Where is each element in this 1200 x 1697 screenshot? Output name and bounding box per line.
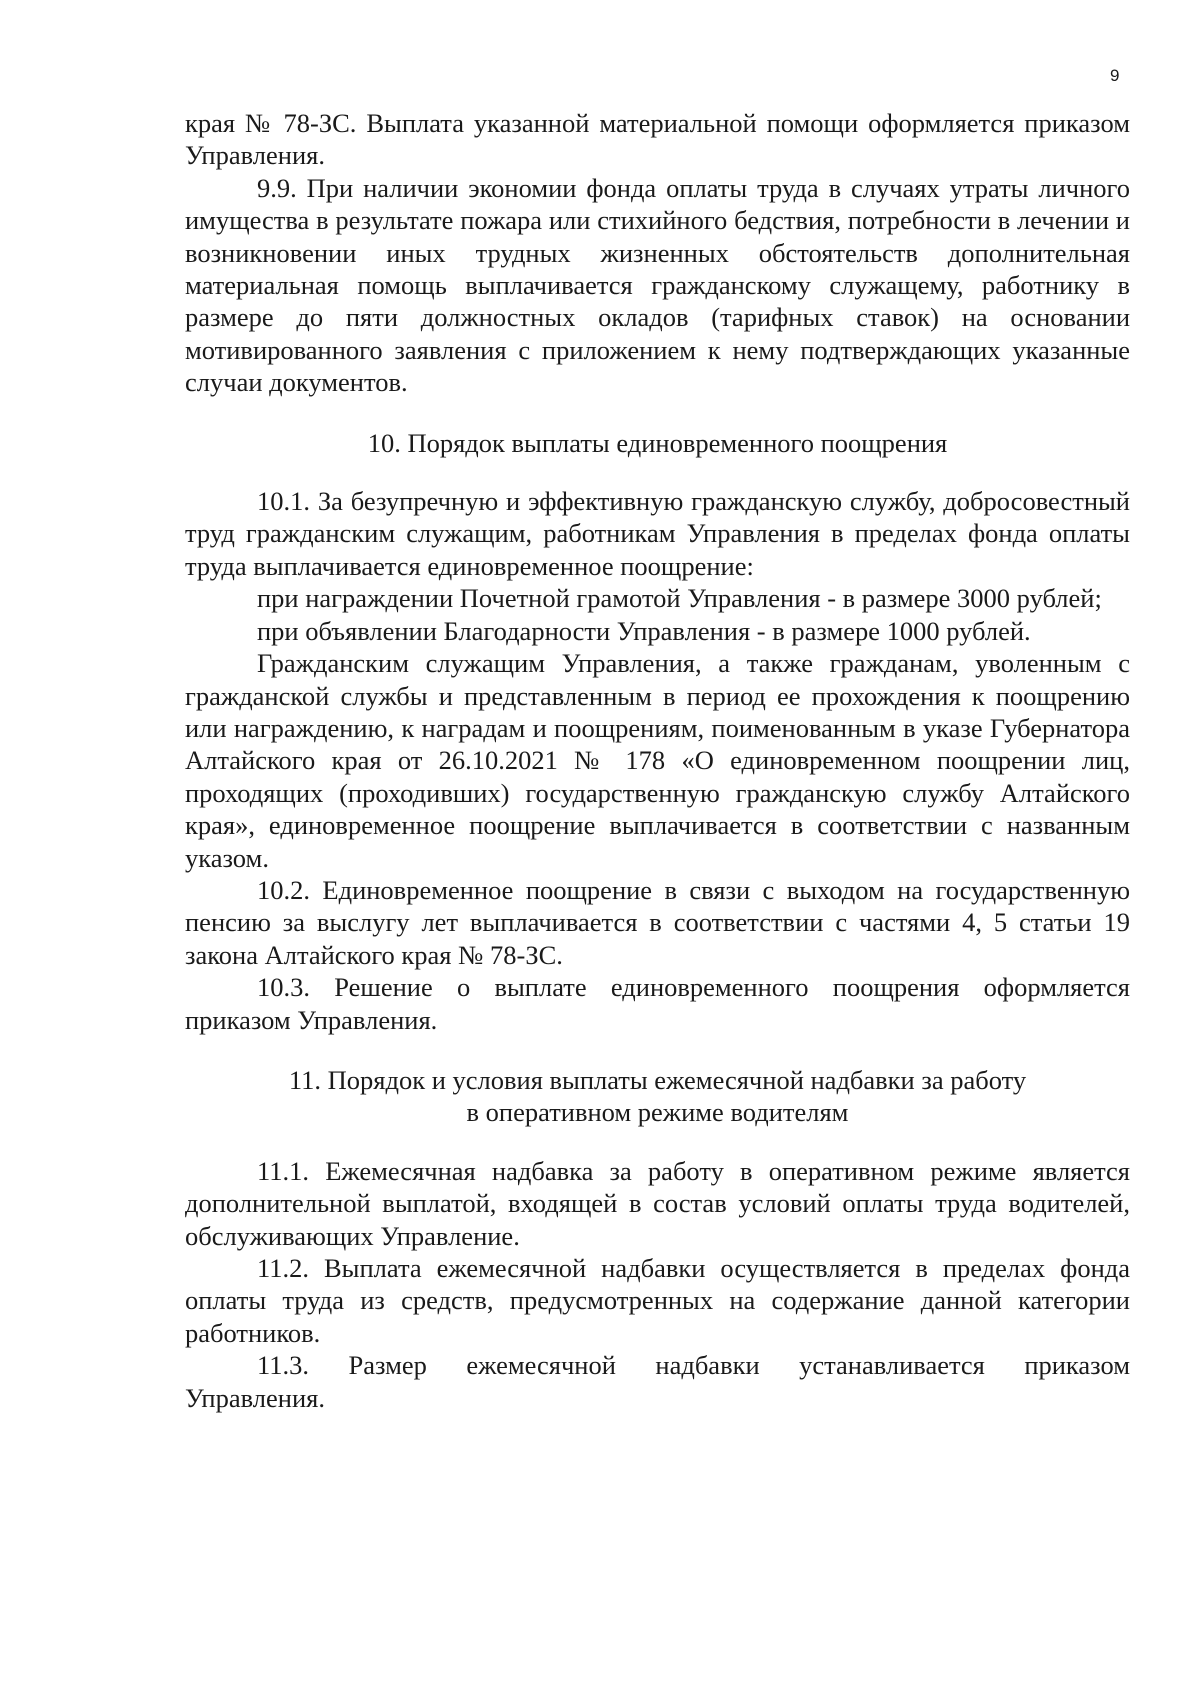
spacer bbox=[185, 459, 1130, 485]
section-heading-10: 10. Порядок выплаты единовременного поощрения bbox=[367, 427, 948, 458]
paragraph-10-3: 10.3. Решение о выплате единовременного поощрения оформляется приказом Управления. bbox=[185, 972, 1130, 1035]
paragraph-10-1-governor-decree: Гражданским служащим Управления, а также гражданам, уволенным с гражданской службы и представленным в период ее прохождения к поощрению или награждению, к наградам и поощрениям, поименованным в указе Губернатора Алтайского края от 26.10.2021 № 178 «О единовременном поощрении лиц, проходящих (проходивших) государственную гражданскую службу Алтайского края», единовременное поощрение выплачивается в соответствии с названным указом. bbox=[185, 648, 1130, 873]
paragraph-10-1: 10.1. За безупречную и эффективную гражданскую службу, добросовестный труд гражданским служащим, работникам Управления в пределах фонда оплаты труда выплачивается единовременное поощрение: bbox=[185, 486, 1130, 581]
spacer bbox=[185, 399, 1130, 427]
spacer bbox=[185, 1036, 1130, 1064]
paragraph-11-3-line-1: 11.3. Размер ежемесячной надбавки устанавливается приказом bbox=[257, 1350, 1130, 1381]
paragraph-11-1: 11.1. Ежемесячная надбавка за работу в оперативном режиме является дополнительной выплатой, входящей в состав условий оплаты труда водителей, обслуживающих Управление. bbox=[185, 1155, 1130, 1251]
paragraph-10-2: 10.2. Единовременное поощрение в связи с выходом на государственную пенсию за выслугу лет выплачивается в соответствии с частями 4, 5 статьи 19 закона Алтайского края № 78-ЗС. bbox=[185, 874, 1130, 970]
paragraph-11-3-line-2: Управления. bbox=[185, 1382, 325, 1413]
document-body bbox=[185, 107, 1130, 1414]
spacer bbox=[185, 1129, 1130, 1155]
paragraph-10-1-honor-certificate: при награждении Почетной грамотой Управления - в размере 3000 рублей; bbox=[257, 583, 1102, 614]
paragraph-11-2: 11.2. Выплата ежемесячной надбавки осуществляется в пределах фонда оплаты труда из средств, предусмотренных на содержание данной категории работников. bbox=[185, 1253, 1130, 1348]
page-number: 9 bbox=[1110, 66, 1120, 85]
paragraph-10-1-gratitude: при объявлении Благодарности Управления - в размере 1000 рублей. bbox=[257, 615, 1031, 646]
section-heading-11-line-1: 11. Порядок и условия выплаты ежемесячной надбавки за работу bbox=[288, 1064, 1027, 1095]
section-heading-11-line-2: в оперативном режиме водителям bbox=[466, 1097, 849, 1128]
paragraph-continuation: края № 78-ЗС. Выплата указанной материальной помощи оформляется приказом Управления. bbox=[185, 108, 1130, 171]
paragraph-9-9: 9.9. При наличии экономии фонда оплаты труда в случаях утраты личного имущества в результате пожара или стихийного бедствия, потребности в лечении и возникновении иных трудных жизненных обстоятельств дополнительная материальная помощь выплачивается гражданскому служащему, работнику в размере до пяти должностных окладов (тарифных ставок) на основании мотивированного заявления с приложением к нему подтверждающих указанные случаи документов. bbox=[185, 172, 1130, 398]
